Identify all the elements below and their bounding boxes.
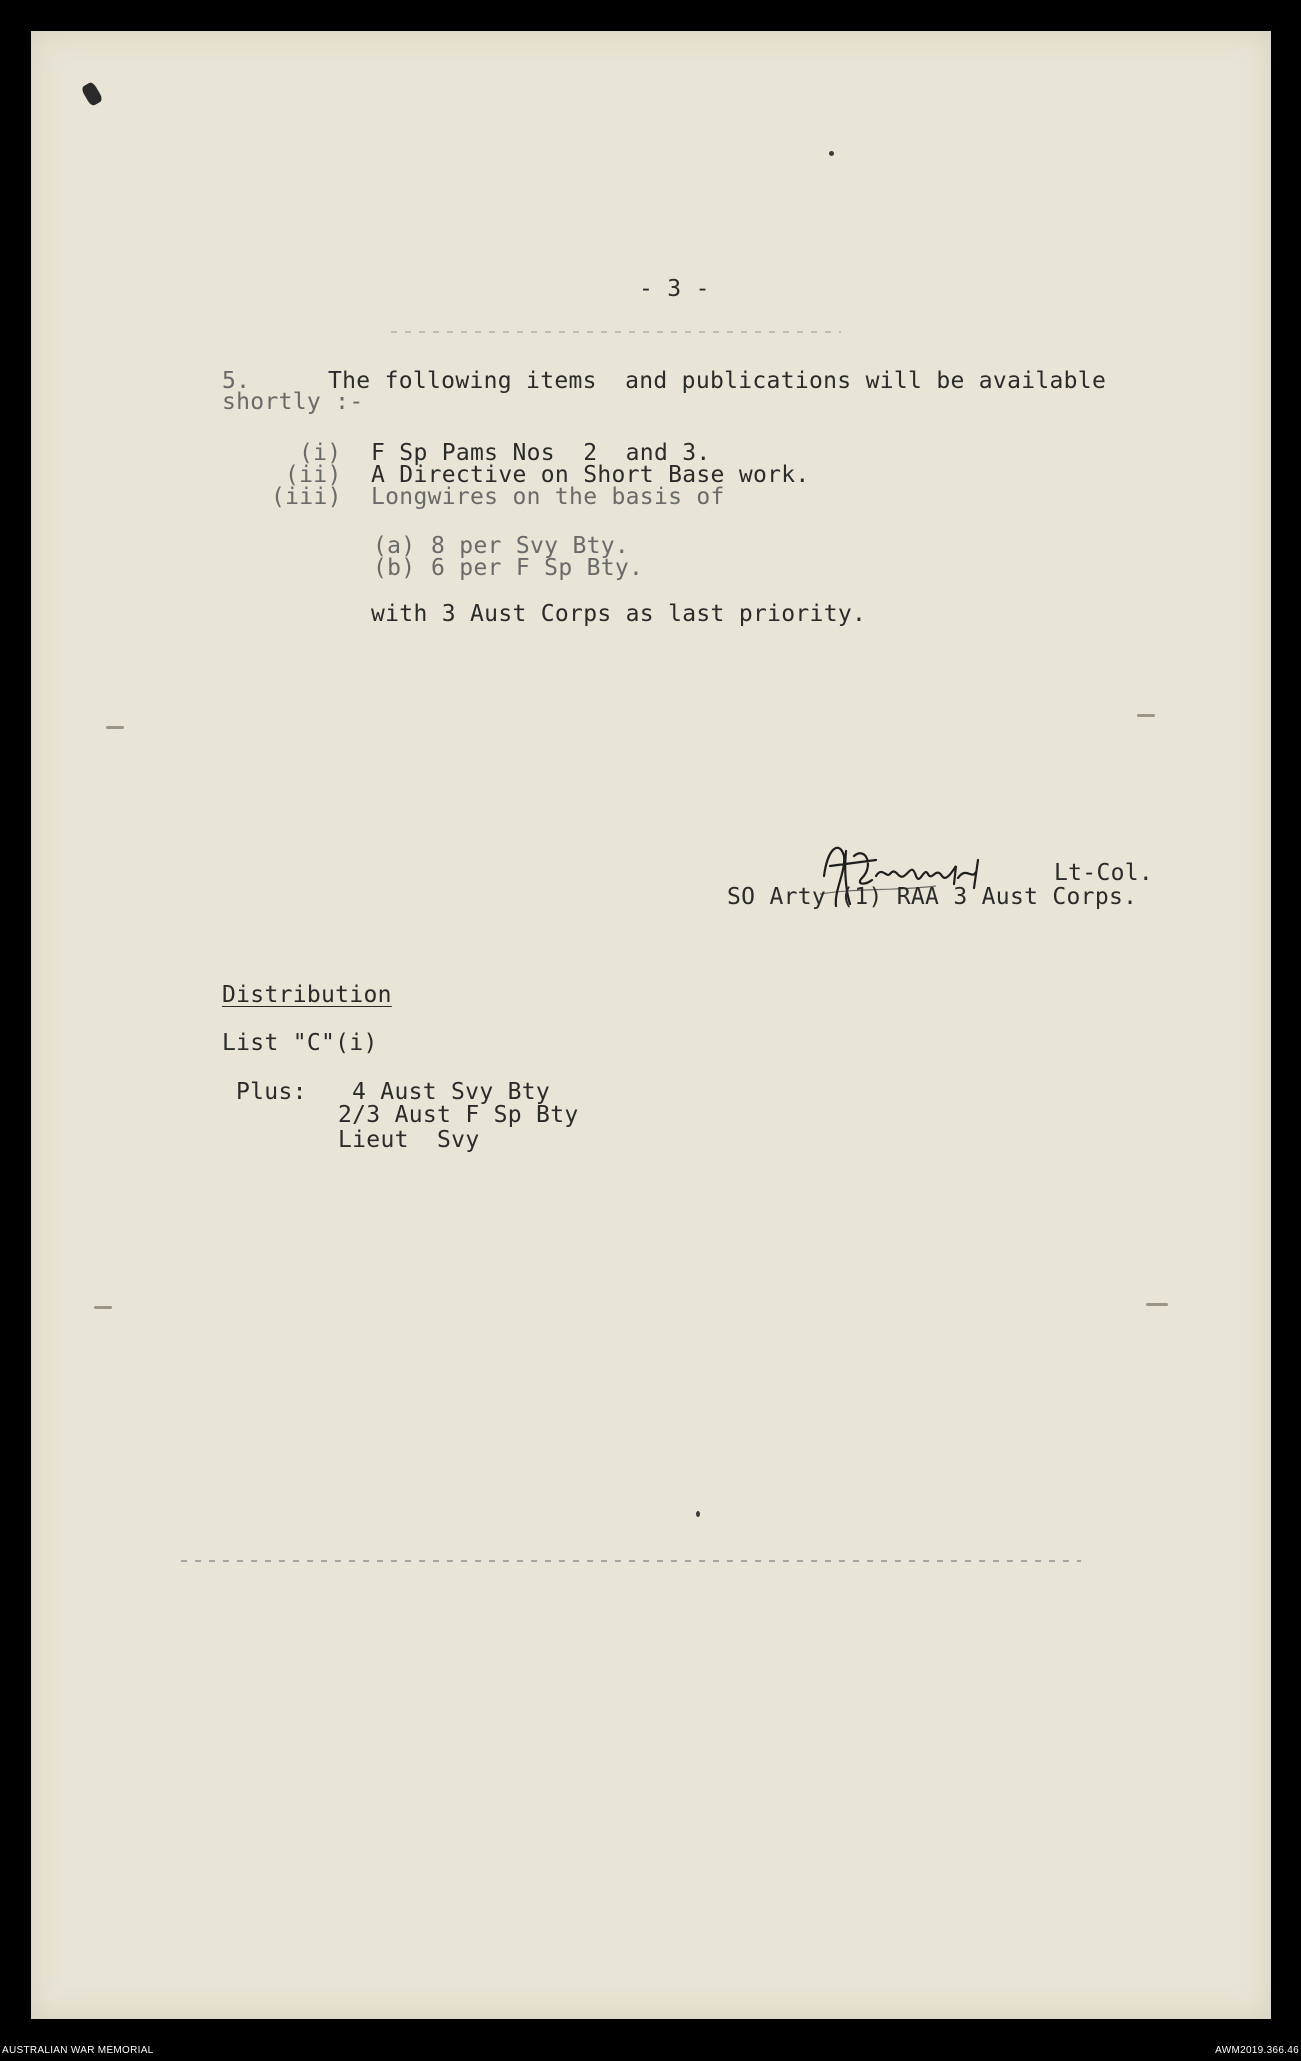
punch-mark [1137, 714, 1155, 717]
ink-speck [696, 1511, 700, 1517]
item-text: A Directive on Short Base work. [371, 462, 810, 488]
item-text: Longwires on the basis of [371, 484, 725, 510]
faint-dash-row [391, 331, 841, 333]
paragraph-line-2: shortly :- [222, 389, 364, 415]
item-marker: (ii) [285, 462, 342, 488]
priority-note: with 3 Aust Corps as last priority. [371, 601, 867, 627]
distribution-item: 4 Aust Svy Bty [352, 1079, 551, 1105]
faint-dash-row [181, 1560, 1081, 1562]
item-text: F Sp Pams Nos 2 and 3. [371, 440, 711, 466]
distribution-item: 2/3 Aust F Sp Bty [338, 1102, 579, 1128]
punch-mark [106, 726, 124, 729]
signatory-appointment: SO Arty (1) RAA 3 Aust Corps. [727, 884, 1138, 910]
ink-speck [829, 151, 834, 156]
subitem-marker: (b) [373, 555, 416, 581]
item-marker: (iii) [271, 484, 342, 510]
subitem-text: 6 per F Sp Bty. [431, 555, 644, 581]
distribution-list: List "C"(i) [222, 1030, 378, 1056]
punch-mark [1146, 1303, 1168, 1306]
paper-sheet [31, 31, 1271, 2019]
footer-archive-name: AUSTRALIAN WAR MEMORIAL [2, 2045, 154, 2056]
paragraph-number: 5. [222, 368, 251, 394]
distribution-heading: Distribution [222, 982, 392, 1008]
punch-mark [94, 1306, 112, 1309]
paragraph-line-1: The following items and publications will be available [328, 368, 1107, 394]
item-marker: (i) [299, 440, 342, 466]
ink-speck [80, 81, 103, 107]
subitem-text: 8 per Svy Bty. [431, 533, 630, 559]
distribution-plus-label: Plus: [236, 1079, 307, 1105]
footer-reference: AWM2019.366.46 [1215, 2045, 1299, 2056]
subitem-marker: (a) [373, 533, 416, 559]
distribution-item: Lieut Svy [338, 1127, 480, 1153]
signatory-rank: Lt-Col. [1054, 860, 1154, 886]
page-number: - 3 - [639, 276, 710, 302]
